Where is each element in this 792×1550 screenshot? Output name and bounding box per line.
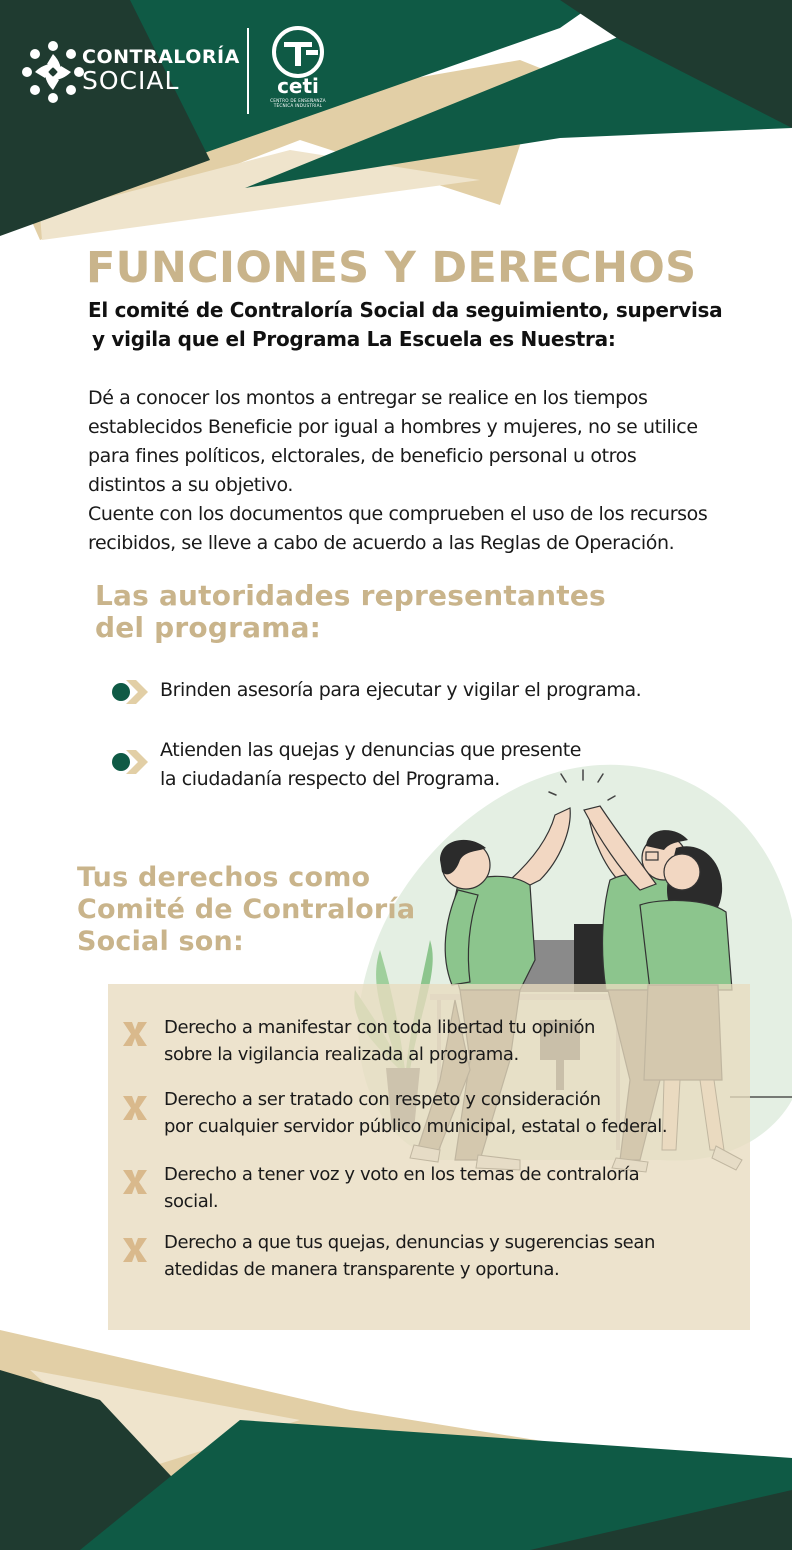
ceti-logo-word: ceti	[277, 74, 319, 98]
right-item	[164, 1161, 639, 1215]
body-line: distintos a su objetivo.	[88, 474, 294, 496]
authority-item-line: Brinden asesoría para ejecutar y vigilar el programa.	[160, 679, 642, 701]
logo-line-2: SOCIAL	[82, 66, 180, 95]
right-item	[164, 1086, 667, 1140]
authority-item-line: la ciudadanía respecto del Programa.	[160, 768, 500, 790]
body-line: Dé a conocer los montos a entregar se realice en los tiempos	[88, 387, 648, 409]
body-line: establecidos Beneficie por igual a hombres y mujeres, no se utilice	[88, 416, 698, 438]
ceti-sub-line-2: TÉCNICA INDUSTRIAL	[273, 103, 323, 108]
authority-item	[160, 676, 641, 705]
heading-line: del programa:	[95, 611, 322, 644]
body-line: Cuente con los documentos que comprueben el uso de los recursos	[88, 503, 708, 525]
logo-divider	[247, 28, 249, 114]
right-item-line: Derecho a que tus quejas, denuncias y sugerencias sean	[164, 1232, 655, 1253]
contraloria-social-logo-text	[82, 46, 240, 94]
heading-line: Tus derechos como	[77, 862, 371, 893]
right-item	[164, 1014, 595, 1068]
right-item	[164, 1229, 655, 1283]
body-line: para fines políticos, elctorales, de beneficio personal u otros	[88, 445, 637, 467]
heading-line: Social son:	[77, 926, 244, 957]
body-line: recibidos, se lleve a cabo de acuerdo a las Reglas de Operación.	[88, 532, 675, 554]
authority-item	[160, 736, 581, 794]
right-item-line: Derecho a ser tratado con respeto y consideración	[164, 1089, 601, 1110]
functions-body	[88, 384, 788, 558]
ceti-sub-line-1: CENTRO DE ENSEÑANZA	[270, 98, 326, 103]
intro-text	[88, 296, 778, 354]
right-item-line: sobre la vigilancia realizada al programa.	[164, 1044, 519, 1065]
right-item-line: Derecho a manifestar con toda libertad tu opinión	[164, 1017, 596, 1038]
rights-bullet-icon	[123, 1170, 147, 1194]
intro-line: El comité de Contraloría Social da seguimiento, supervisa	[88, 298, 723, 322]
heading-line: Las autoridades representantes	[95, 579, 606, 612]
page-title: FUNCIONES Y DERECHOS	[86, 243, 697, 293]
right-item-line: social.	[164, 1191, 219, 1212]
authorities-heading	[95, 580, 606, 644]
logo-line-1: CONTRALORÍA	[82, 46, 240, 68]
authority-item-line: Atienden las quejas y denuncias que presente	[160, 739, 582, 761]
rights-bullet-icon	[123, 1022, 147, 1046]
rights-bullet-icon	[123, 1238, 147, 1262]
right-item-line: Derecho a tener voz y voto en los temas de contraloría	[164, 1164, 640, 1185]
heading-line: Comité de Contraloría	[77, 894, 416, 925]
ceti-logo-subtitle	[266, 98, 330, 108]
right-item-line: atedidas de manera transparente y oportuna.	[164, 1259, 560, 1280]
right-item-line: por cualquier servidor público municipal, estatal o federal.	[164, 1116, 668, 1137]
rights-bullet-icon	[123, 1096, 147, 1120]
rights-heading	[77, 862, 415, 958]
intro-line: y vigila que el Programa La Escuela es Nuestra:	[92, 327, 616, 351]
